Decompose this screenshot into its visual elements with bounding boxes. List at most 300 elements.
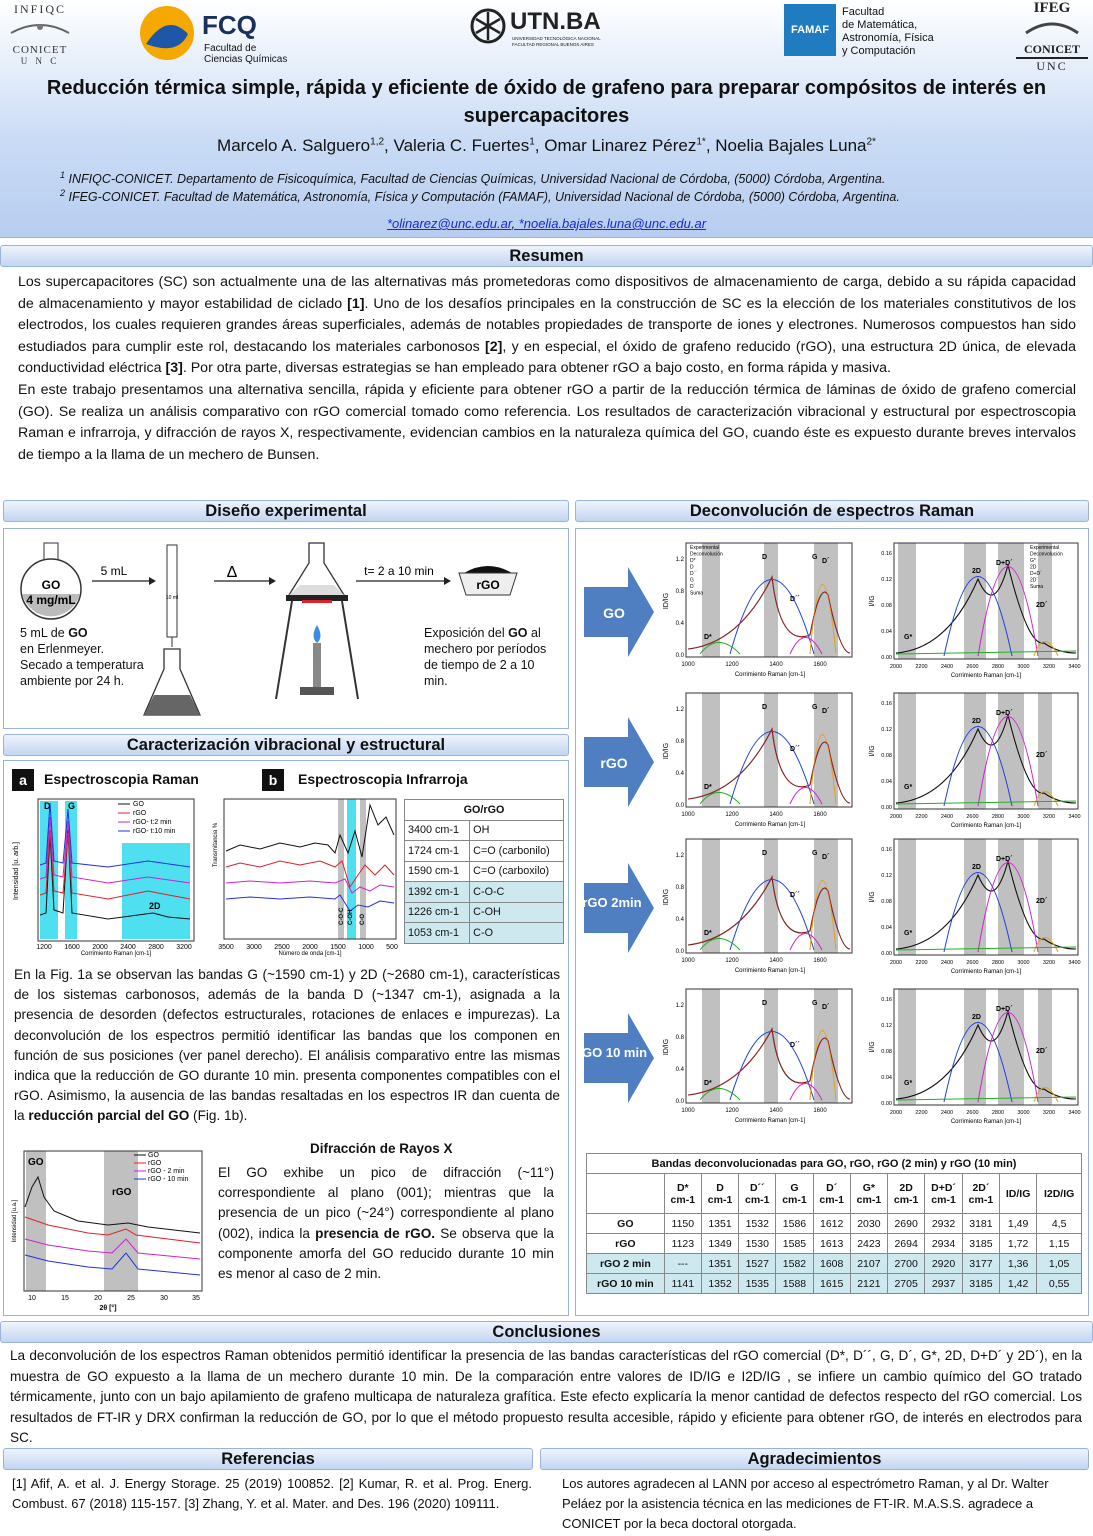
x-tick: 1200: [725, 812, 739, 818]
y-tick: 0.0: [675, 653, 684, 659]
y-tick: 0.08: [881, 753, 892, 759]
x-axis-label: Corrimiento Raman [cm-1]: [950, 1119, 1022, 1125]
table-row: 1053 cm-1 C-O: [405, 923, 564, 944]
sample-arrow-label: GO: [603, 605, 625, 621]
legend-entry: D´´: [690, 571, 697, 577]
diseno-panel: [3, 528, 569, 729]
x-tick: 1400: [769, 1108, 783, 1114]
y-tick: 0.16: [881, 701, 892, 707]
raman-spectra-chart: [8, 795, 202, 955]
x-tick: 1200: [725, 1108, 739, 1114]
y-tick: 0.0: [675, 803, 684, 809]
y-axis-label: ID/IG: [663, 1038, 670, 1056]
table-cell: 1,36: [1000, 1254, 1037, 1274]
y-tick: 0.12: [881, 727, 892, 733]
raman-x-label: Corrimiento Raman [cm-1]: [80, 951, 152, 957]
band-label: 2D: [972, 718, 981, 725]
y-axis-label: I/IG: [869, 595, 876, 607]
y-tick: 0.0: [675, 1099, 684, 1105]
flask-concentration: 4 mg/mL: [26, 593, 76, 607]
table-cell: 1530: [739, 1234, 776, 1254]
band-label: D+D´: [996, 710, 1013, 717]
band-label: 2D: [972, 864, 981, 871]
raman-tick: 1600: [64, 944, 80, 951]
x-tick: 1000: [681, 958, 695, 964]
legend-entry: G*: [1030, 558, 1036, 564]
table-cell: 1,42: [1000, 1274, 1037, 1294]
band-label: D+D´: [996, 560, 1013, 567]
xrd-legend-rgo: rGO: [148, 1160, 162, 1167]
ir-tick: 2500: [274, 944, 290, 951]
table-cell: 1,49: [1000, 1214, 1037, 1234]
table-row: 1392 cm-1 C-O-C: [405, 882, 564, 903]
x-tick: 2000: [889, 960, 903, 966]
xrd-label-go: GO: [28, 1157, 44, 1168]
table-header-cell: [587, 1174, 665, 1214]
x-tick: 2000: [889, 1110, 903, 1116]
table-cell: 1141: [664, 1274, 701, 1294]
legend-entry: Experimental: [690, 545, 720, 551]
x-axis-label: Corrimiento Raman [cm-1]: [950, 673, 1022, 679]
table-cell: 2423: [850, 1234, 887, 1254]
caracterizacion-panel: [3, 760, 569, 1316]
ir-table-header: GO/rGO: [405, 800, 564, 821]
x-axis-label: Corrimiento Raman [cm-1]: [734, 672, 806, 678]
band-label: G*: [904, 634, 913, 641]
section-caracterizacion-header: Caracterización vibracional y estructural: [3, 734, 569, 756]
table-cell: 2690: [888, 1214, 925, 1234]
table-cell: 1,05: [1037, 1254, 1082, 1274]
ir-tick: 2000: [302, 944, 318, 951]
y-axis-label: I/IG: [869, 745, 876, 757]
contact-emails[interactable]: *olinarez@unc.edu.ar, *noelia.bajales.luna@unc.edu.ar: [386, 216, 707, 231]
ir-band-table: [404, 799, 564, 944]
table-cell: 2705: [888, 1274, 925, 1294]
sample-arrow-label: rGO 10 min: [576, 1045, 648, 1060]
x-tick: 2000: [889, 664, 903, 670]
y-tick: 0.16: [881, 551, 892, 557]
y-axis-label: ID/IG: [663, 888, 670, 906]
band-label: D´´: [790, 1042, 800, 1049]
caracterizacion-text: En la Fig. 1a se observan las bandas G (~1590 cm-1) y 2D (~2680 cm-1), características de los sistemas carbonosos, además de la banda D (~1347 cm-1), asignada a la presencia de desorden (defectos estructurales, rotaciones de enlaces e impurezas). La deconvolución de los espectros permitió identificar las bandas que los componen en función de sus posiciones (ver panel derecho). El análisis comparativo entre las mismas indica que la reducción de GO durante 10 min. presenta componentes compatibles con el rGO. Asimismo, la ausencia de las bandas resaltadas en los espectros IR dan cuenta de la reducción parcial del GO (Fig. 1b).: [14, 967, 560, 1124]
y-tick: 0.04: [881, 779, 892, 785]
ir-tick: 500: [386, 944, 398, 951]
xrd-tick: 15: [61, 1295, 69, 1302]
table-cell: 1613: [813, 1234, 850, 1254]
resumen-text: Los supercapacitores (SC) son actualmente una de las alternativas más prometedoras como dispositivos de almacenamiento de carga, debido a su rápida capacidad de almacenamiento y mayor estabilidad de ciclado [1]. Uno de los desafíos principales en la construcción de SC es la elección de los materiales constitutivos de los electrodos, los cuales requieren grandes áreas superficiales, además de notables propiedades de transporte de iones y electrones. Numerosos compuestos han sido estudiados para cumplir este rol, destacando los materiales carbonosos [2], y en especial, el óxido de grafeno reducido (rGO), una estructura 2D única, de elevada conductividad eléctrica [3]. Por otra parte, diversas estrategias se han empleado para obtener rGO a bajo costo, en forma rápida y masiva. En este trabajo presentamos una alternativa sencilla, rápida y eficiente para obtener rGO a partir de la reducción térmica de láminas de óxido de grafeno comercial (GO). Se realiza un análisis comparativo con rGO comercial tomado como referencia. Los resultados de caracterización vibracional y estructural por espectroscopia Raman e infrarroja, y difracción de rayos X, respectivamente, evidencian cambios en la naturaleza química del GO, cuando éste es expuesto durante breves intervalos de tiempo a la llama de un mechero de Bunsen.: [18, 274, 1076, 463]
y-axis-label: I/IG: [869, 891, 876, 903]
raman-legend-rgo-2: rGO- t:2 min: [133, 819, 172, 826]
x-tick: 2800: [991, 960, 1005, 966]
x-tick: 3000: [1017, 664, 1030, 670]
ir-tick: 3500: [218, 944, 234, 951]
table-cell: 1532: [739, 1214, 776, 1234]
y-tick: 0.0: [675, 949, 684, 955]
x-axis-label: Corrimiento Raman [cm-1]: [950, 823, 1022, 829]
table-row: [587, 1234, 1082, 1254]
y-tick: 0.12: [881, 577, 892, 583]
x-axis-label: Corrimiento Raman [cm-1]: [734, 968, 806, 974]
xrd-label-rgo: rGO: [112, 1187, 132, 1198]
band-label: D*: [704, 784, 712, 791]
table-header-cell: 2D cm-1: [888, 1174, 925, 1214]
band-label: D´: [822, 1004, 830, 1011]
xrd-legend-rgo-2: rGO - 2 min: [148, 1168, 185, 1175]
x-tick: 2400: [940, 1110, 954, 1116]
x-tick: 1400: [769, 812, 783, 818]
x-tick: 2800: [991, 1110, 1005, 1116]
panel-b-badge: b: [262, 769, 284, 791]
section-diseno-header: Diseño experimental: [3, 500, 569, 522]
x-tick: 1600: [813, 662, 827, 668]
table-row: [587, 1214, 1082, 1234]
band-label: G: [812, 704, 818, 711]
xrd-x-label: 2θ [°]: [99, 1305, 117, 1312]
table-cell: 2030: [850, 1214, 887, 1234]
band-label: G*: [904, 930, 913, 937]
sample-arrow-label: rGO 2min: [582, 895, 642, 910]
table-cell: 2937: [925, 1274, 963, 1294]
table-cell: 2107: [850, 1254, 887, 1274]
burette-label: 10 ml: [165, 595, 179, 601]
y-tick: 1.2: [675, 557, 684, 563]
band-label: G: [812, 850, 818, 857]
utn-logo: UTN.BA UNIVERSIDAD TECNOLÓGICA NACIONAL FACULTAD REGIONAL BUENOS AIRES: [470, 6, 610, 50]
band-label: D´: [822, 854, 830, 861]
table-cell: 4,5: [1037, 1214, 1082, 1234]
y-tick: 0.04: [881, 925, 892, 931]
deconvolution-chart-d-g: [660, 985, 856, 1125]
table-cell: 3177: [962, 1254, 999, 1274]
section-referencias-header: Referencias: [3, 1448, 533, 1470]
x-tick: 2200: [915, 814, 928, 820]
deconvolution-chart-d-g: [660, 835, 856, 975]
x-tick: 3200: [1042, 664, 1056, 670]
band-label: D*: [704, 930, 712, 937]
diseno-left-caption: 5 mL de GO en Erlenmeyer. Secado a temperatura ambiente por 24 h.: [20, 626, 144, 688]
x-tick: 3000: [1017, 814, 1030, 820]
time-label: t= 2 a 10 min: [364, 564, 434, 578]
table-cell: 2920: [925, 1254, 963, 1274]
table-header-cell: D* cm-1: [664, 1174, 701, 1214]
x-tick: 1400: [769, 958, 783, 964]
table-cell: 2700: [888, 1254, 925, 1274]
band-label: G: [812, 554, 818, 561]
y-tick: 0.00: [881, 1101, 892, 1107]
raman-tick: 2400: [120, 944, 136, 951]
raman-tick: 1200: [36, 944, 52, 951]
y-tick: 0.4: [675, 917, 684, 923]
x-tick: 1600: [813, 1108, 827, 1114]
table-cell: 1352: [701, 1274, 738, 1294]
table-cell: 1123: [664, 1234, 701, 1254]
x-tick: 3200: [1042, 1110, 1056, 1116]
legend-entry: D*: [690, 558, 696, 564]
xrd-tick: 35: [192, 1295, 200, 1302]
table-cell: 3181: [962, 1214, 999, 1234]
xrd-tick: 20: [94, 1295, 102, 1302]
table-header-cell: D+D´ cm-1: [925, 1174, 963, 1214]
table-row: 1724 cm-1 C=O (carbonilo): [405, 841, 564, 862]
section-resumen-header: Resumen: [0, 245, 1093, 267]
band-label: D´: [822, 708, 830, 715]
y-tick: 0.08: [881, 603, 892, 609]
flask-label: GO: [41, 578, 61, 592]
fcq-logo: FCQ Facultad de Ciencias Químicas: [138, 4, 288, 66]
x-tick: 2400: [940, 814, 954, 820]
table-cell: 1586: [776, 1214, 813, 1234]
table-cell: 1585: [776, 1234, 813, 1254]
band-label: D: [762, 554, 768, 561]
ifeg-logo: IFEG CONICET UNC: [1016, 0, 1088, 70]
table-cell: 1588: [776, 1274, 813, 1294]
authors: Marcelo A. Salguero$^{1,2}$, Valeria C. Fuertes$^1$, Omar Linarez Pérez$^{1*}$, Noelia Bajales Luna$^{2*}$: [217, 136, 876, 155]
sample-arrow: [584, 717, 654, 807]
sample-arrow: [576, 1013, 654, 1103]
table-header-cell: I2D/IG: [1037, 1174, 1082, 1214]
x-tick: 1200: [725, 958, 739, 964]
x-tick: 2400: [940, 664, 954, 670]
band-label: D+D´: [996, 1006, 1013, 1013]
x-tick: 1000: [681, 662, 695, 668]
band-label: 2D´: [1036, 752, 1048, 759]
band-label: D: [762, 850, 768, 857]
table-row: 1226 cm-1 C-OH: [405, 902, 564, 923]
ir-x-label: Número de onda [cm-1]: [278, 951, 342, 957]
table-cell: rGO 10 min: [587, 1274, 665, 1294]
table-cell: 1612: [813, 1214, 850, 1234]
section-deconvolucion-header: Deconvolución de espectros Raman: [575, 500, 1089, 522]
xrd-y-label: Intensidad [u.a.]: [12, 1199, 18, 1243]
y-tick: 0.04: [881, 629, 892, 635]
infiqc-logo: INFIQC CONICET U N C: [12, 2, 68, 66]
table-cell: 1,72: [1000, 1234, 1037, 1254]
agradecimientos-text: Los autores agradecen al LANN por acceso al espectrómetro Raman, y al Dr. Walter Peláez por la asistencia técnica en las mediciones de FT-IR. M.A.S.S. agradece a CONICET por la beca doctoral otorgada.: [562, 1476, 1049, 1531]
y-tick: 0.4: [675, 1067, 684, 1073]
band-label: D´´: [790, 892, 800, 899]
x-tick: 2200: [915, 960, 928, 966]
table-header-cell: D cm-1: [701, 1174, 738, 1214]
raman-legend-rgo-10: rGO- t:10 min: [133, 828, 176, 835]
raman-tick: 2000: [92, 944, 108, 951]
x-tick: 3400: [1068, 1110, 1081, 1116]
x-tick: 3400: [1068, 814, 1081, 820]
table-title: Bandas deconvolucionadas para GO, rGO, rGO (2 min) y rGO (10 min): [587, 1154, 1082, 1174]
x-tick: 2600: [966, 960, 979, 966]
y-tick: 1.2: [675, 853, 684, 859]
sample-arrow: [584, 567, 654, 657]
y-tick: 0.8: [675, 589, 684, 595]
table-cell: 2694: [888, 1234, 925, 1254]
ir-band-coh: C-OH: [348, 909, 354, 925]
y-tick: 0.8: [675, 739, 684, 745]
band-label: D*: [704, 1080, 712, 1087]
sample-arrow-label: rGO: [600, 755, 628, 771]
xrd-text: El GO exhibe un pico de difracción (~11°) correspondiente al plano (001); mientras que la presencia de un pico (~24°) correspondiente al plano (002), indica la presencia de rGO. Se observa que la componente amorfa del GO reducido durante 10 min es menor al caso de 2 min.: [218, 1165, 554, 1282]
table-cell: ---: [664, 1254, 701, 1274]
x-tick: 1400: [769, 662, 783, 668]
band-label: D*: [704, 634, 712, 641]
x-tick: 2400: [940, 960, 954, 966]
y-tick: 0.04: [881, 1075, 892, 1081]
band-label: 2D: [972, 1014, 981, 1021]
x-tick: 3000: [1017, 1110, 1030, 1116]
x-tick: 1600: [813, 812, 827, 818]
legend-entry: Suma: [1030, 584, 1044, 590]
x-tick: 2600: [966, 664, 979, 670]
table-cell: 1608: [813, 1254, 850, 1274]
referencias-text: [1] Afif, A. et al. J. Energy Storage. 25 (2019) 100852. [2] Kumar, R. et al. Prog. Energ. Combust. 67 (2018) 115-157. [3] Zhang, Y. et al. Mater. and Des. 196 (2020) 109111.: [12, 1476, 532, 1511]
raman-title: Espectroscopia Raman: [44, 771, 199, 787]
table-cell: 1535: [739, 1274, 776, 1294]
table-header-row: [587, 1174, 1082, 1214]
x-tick: 1000: [681, 812, 695, 818]
band-label: G: [812, 1000, 818, 1007]
table-cell: 3185: [962, 1274, 999, 1294]
x-tick: 1600: [813, 958, 827, 964]
deconvolution-chart-d-g: [660, 689, 856, 829]
band-label: D´´: [790, 746, 800, 753]
table-cell: 1351: [701, 1254, 738, 1274]
deconvolution-chart-2d: [868, 539, 1080, 679]
legend-entry: Deconvolución: [690, 551, 723, 558]
legend-entry: Experimental: [1030, 545, 1060, 551]
table-header-cell: D´´ cm-1: [739, 1174, 776, 1214]
x-tick: 3200: [1042, 960, 1056, 966]
y-tick: 0.16: [881, 997, 892, 1003]
table-cell: 3185: [962, 1234, 999, 1254]
y-tick: 0.08: [881, 1049, 892, 1055]
affiliation-2: $^2$ IFEG-CONICET. Facultad de Matemática, Astronomía, Física y Computación (FAMAF), Universidad Nacional de Córdoba, (5000) Córdoba, Argentina.: [60, 188, 900, 205]
table-header-cell: G* cm-1: [850, 1174, 887, 1214]
heat-symbol: Δ: [226, 564, 238, 581]
poster-title: Reducción térmica simple, rápida y eficiente de óxido de grafeno para preparar compósitos de interés en supercapacitores: [46, 77, 1047, 127]
table-cell: 1349: [701, 1234, 738, 1254]
ir-band-co: C-O: [360, 914, 366, 925]
table-row: 1590 cm-1 C=O (carboxilo): [405, 861, 564, 882]
band-label: D´´: [790, 596, 800, 603]
table-cell: 2932: [925, 1214, 963, 1234]
deconvolution-chart-2d: [868, 985, 1080, 1125]
table-header-cell: ID/IG: [1000, 1174, 1037, 1214]
legend-entry: G: [690, 577, 694, 584]
affiliation-1: $^1$ INFIQC-CONICET. Departamento de Fisicoquímica, Facultad de Ciencias Químicas, Universidad Nacional de Córdoba, (5000) Córdoba, Argentina.: [60, 170, 886, 187]
diseno-right-caption: Exposición del GO al mechero por períodos de tiempo de 2 a 10 min.: [424, 626, 547, 688]
x-tick: 3000: [1017, 960, 1030, 966]
raman-band-g: G: [68, 801, 76, 811]
ir-spectra-chart: [210, 795, 402, 955]
table-header-cell: D´ cm-1: [813, 1174, 850, 1214]
x-tick: 2800: [991, 814, 1005, 820]
y-tick: 1.2: [675, 1003, 684, 1009]
x-tick: 2600: [966, 814, 979, 820]
x-axis-label: Corrimiento Raman [cm-1]: [734, 1118, 806, 1124]
ir-tick: 1000: [358, 944, 374, 951]
x-tick: 2000: [889, 814, 903, 820]
raman-tick: 3200: [176, 944, 192, 951]
raman-legend-rgo: rGO: [133, 810, 147, 817]
y-tick: 0.12: [881, 1023, 892, 1029]
table-cell: 2121: [850, 1274, 887, 1294]
x-tick: 3400: [1068, 664, 1081, 670]
volume-label: 5 mL: [100, 564, 128, 578]
x-tick: 3400: [1068, 960, 1081, 966]
table-cell: 1351: [701, 1214, 738, 1234]
table-cell: 2934: [925, 1234, 963, 1254]
y-tick: 0.08: [881, 899, 892, 905]
y-tick: 0.8: [675, 885, 684, 891]
y-tick: 0.16: [881, 847, 892, 853]
deconvolution-chart-2d: [868, 689, 1080, 829]
table-row: 3400 cm-1 OH: [405, 820, 564, 841]
legend-entry: D+D´: [1030, 571, 1042, 577]
y-tick: 1.2: [675, 707, 684, 713]
y-axis-label: I/IG: [869, 1041, 876, 1053]
xrd-title: Difracción de Rayos X: [310, 1141, 453, 1156]
xrd-tick: 30: [160, 1295, 168, 1302]
band-label: 2D: [972, 568, 981, 575]
raman-tick: 2800: [148, 944, 164, 951]
xrd-legend-go: GO: [148, 1152, 159, 1159]
ir-tick: 3000: [246, 944, 262, 951]
band-label: 2D´: [1036, 602, 1048, 609]
y-axis-label: ID/IG: [663, 592, 670, 610]
deconvolution-chart-d-g: [660, 539, 856, 679]
ir-y-label: Transmitancia %: [213, 822, 219, 868]
legend-entry: Deconvolución: [1030, 551, 1063, 558]
band-label: D: [762, 704, 768, 711]
y-tick: 0.8: [675, 1035, 684, 1041]
table-cell: rGO: [587, 1234, 665, 1254]
x-tick: 3200: [1042, 814, 1056, 820]
x-tick: 1000: [681, 1108, 695, 1114]
legend-entry: D´: [690, 584, 696, 590]
conclusiones-text: La deconvolución de los espectros Raman obtenidos permitió identificar la presencia de las bandas características del rGO comercial (D*, D´´, G, D´, G*, 2D, D+D´ y 2D´), en la muestra de GO expuesto a la llama de un mechero durante 10 min. De la comparación entre valores de ID/IG e I2D/IG , se infiere un cambio químico del GO tratado térmicamente, junto con un bajo apilamiento de grafeno multicapa de naturaleza grafítica. Este efecto explicaría la menor cantidad de defectos respecto del rGO comercial. Los resultados de FT-IR y DRX confirman la reducción de GO, por lo que el método propuesto resulta accesible, rápido y eficiente para obtener rGO, de interés en electrodos para SC.: [10, 1348, 1082, 1446]
raman-band-d: D: [44, 801, 51, 811]
band-label: D: [762, 1000, 768, 1007]
table-header-cell: G cm-1: [776, 1174, 813, 1214]
table-cell: 1582: [776, 1254, 813, 1274]
legend-entry: D: [690, 564, 694, 571]
table-header-cell: 2D´ cm-1: [962, 1174, 999, 1214]
legend-entry: 2D´: [1030, 577, 1039, 584]
raman-band-2d: 2D: [149, 901, 161, 911]
ir-tick: 1500: [330, 944, 346, 951]
deconvolution-chart-2d: [868, 835, 1080, 975]
band-label: D+D´: [996, 856, 1013, 863]
y-axis-label: ID/IG: [663, 742, 670, 760]
famaf-logo: FAMAF Facultad de Matemática, Astronomía, Física y Computación: [784, 4, 944, 60]
x-tick: 1200: [725, 662, 739, 668]
table-cell: 1615: [813, 1274, 850, 1294]
raman-y-label: Intensidad [u. arb.]: [13, 842, 20, 900]
x-tick: 2200: [915, 664, 928, 670]
y-tick: 0.00: [881, 655, 892, 661]
table-row: [587, 1274, 1082, 1294]
xrd-legend-rgo-10: rGO - 10 min: [148, 1176, 189, 1183]
legend-entry: 2D: [1030, 564, 1037, 571]
sample-arrow: [584, 863, 654, 953]
deconvolucion-panel: [575, 528, 1089, 1316]
band-label: G*: [904, 784, 913, 791]
x-axis-label: Corrimiento Raman [cm-1]: [734, 822, 806, 828]
y-tick: 0.4: [675, 621, 684, 627]
legend-entry: Suma: [690, 590, 704, 597]
x-tick: 2200: [915, 1110, 928, 1116]
x-tick: 2800: [991, 664, 1005, 670]
ir-title: Espectroscopia Infrarroja: [298, 771, 468, 787]
y-tick: 0.12: [881, 873, 892, 879]
